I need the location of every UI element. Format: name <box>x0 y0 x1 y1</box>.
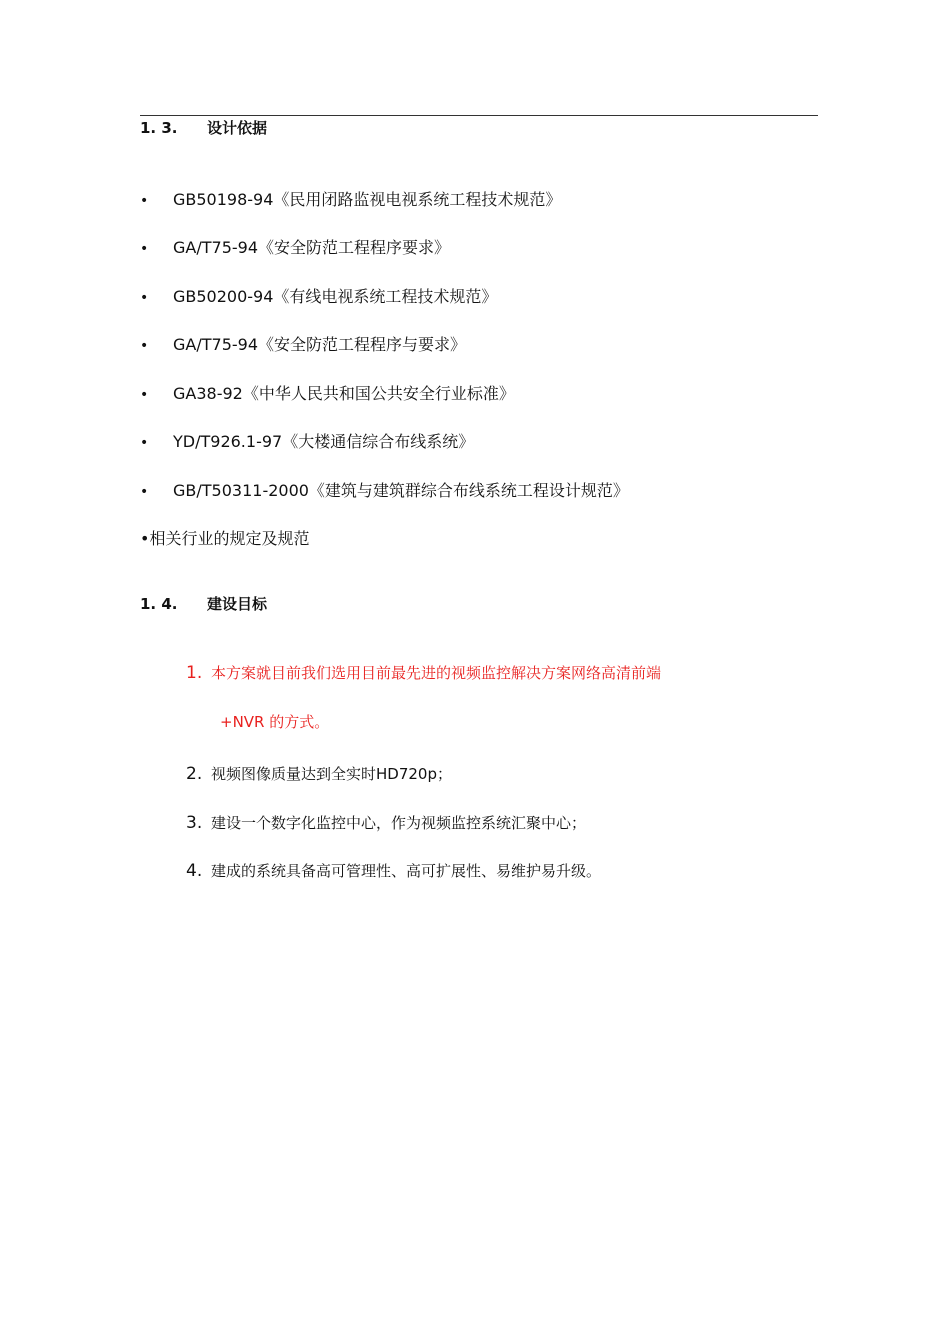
list-item <box>140 383 515 405</box>
list-item-text: YD/T926.1-97《大楼通信综合布线系统》 <box>173 432 475 451</box>
goal-text: 建成的系统具备高可管理性、高可扩展性、易维护易升级。 <box>211 862 602 880</box>
goal-item-1 <box>186 661 661 685</box>
goal-number: 1. <box>186 663 203 683</box>
goal-item-3 <box>186 811 586 835</box>
section-heading-construction-goals <box>140 594 267 614</box>
list-item-text: GA38-92《中华人民共和国公共安全行业标准》 <box>173 384 515 403</box>
list-item-text: GB50198-94《民用闭路监视电视系统工程技术规范》 <box>173 190 562 209</box>
bullet-icon: • <box>140 484 149 500</box>
bullet-icon: • <box>140 387 149 403</box>
list-item-text: GB/T50311-2000《建筑与建筑群综合布线系统工程设计规范》 <box>173 481 629 500</box>
header-rule <box>140 115 818 116</box>
bullet-icon: • <box>140 435 149 451</box>
list-item <box>140 480 629 502</box>
list-item-text: GB50200-94《有线电视系统工程技术规范》 <box>173 287 498 306</box>
list-item-text: GA/T75-94《安全防范工程程序要求》 <box>173 238 451 257</box>
goal-number: 3. <box>186 813 203 833</box>
bullet-icon: • <box>140 241 149 257</box>
section-title: 设计依据 <box>207 119 268 137</box>
goal-number: 4. <box>186 861 203 881</box>
goal-item-2 <box>186 762 452 786</box>
goal-text: 视频图像质量达到全实时HD720p； <box>211 765 452 783</box>
list-item <box>140 431 474 453</box>
goal-item-4 <box>186 859 601 883</box>
list-item <box>140 334 466 356</box>
section-number: 1. 3. <box>140 119 178 137</box>
section-title: 建设目标 <box>207 595 268 613</box>
bullet-icon: • <box>140 193 149 209</box>
goal-item-1-continuation: +NVR 的方式。 <box>220 713 330 731</box>
list-item <box>140 286 497 308</box>
related-standards-note: •相关行业的规定及规范 <box>140 529 310 548</box>
section-number: 1. 4. <box>140 595 178 613</box>
list-item <box>140 189 561 211</box>
list-item-text: GA/T75-94《安全防范工程程序与要求》 <box>173 335 467 354</box>
goal-text: 建设一个数字化监控中心，作为视频监控系统汇聚中心； <box>211 814 587 832</box>
goal-number: 2. <box>186 764 203 784</box>
bullet-icon: • <box>140 290 149 306</box>
goal-text: 本方案就目前我们选用目前最先进的视频监控解决方案网络高清前端 <box>211 664 662 682</box>
section-heading-design-basis <box>140 118 267 138</box>
list-item <box>140 237 450 259</box>
bullet-icon: • <box>140 338 149 354</box>
